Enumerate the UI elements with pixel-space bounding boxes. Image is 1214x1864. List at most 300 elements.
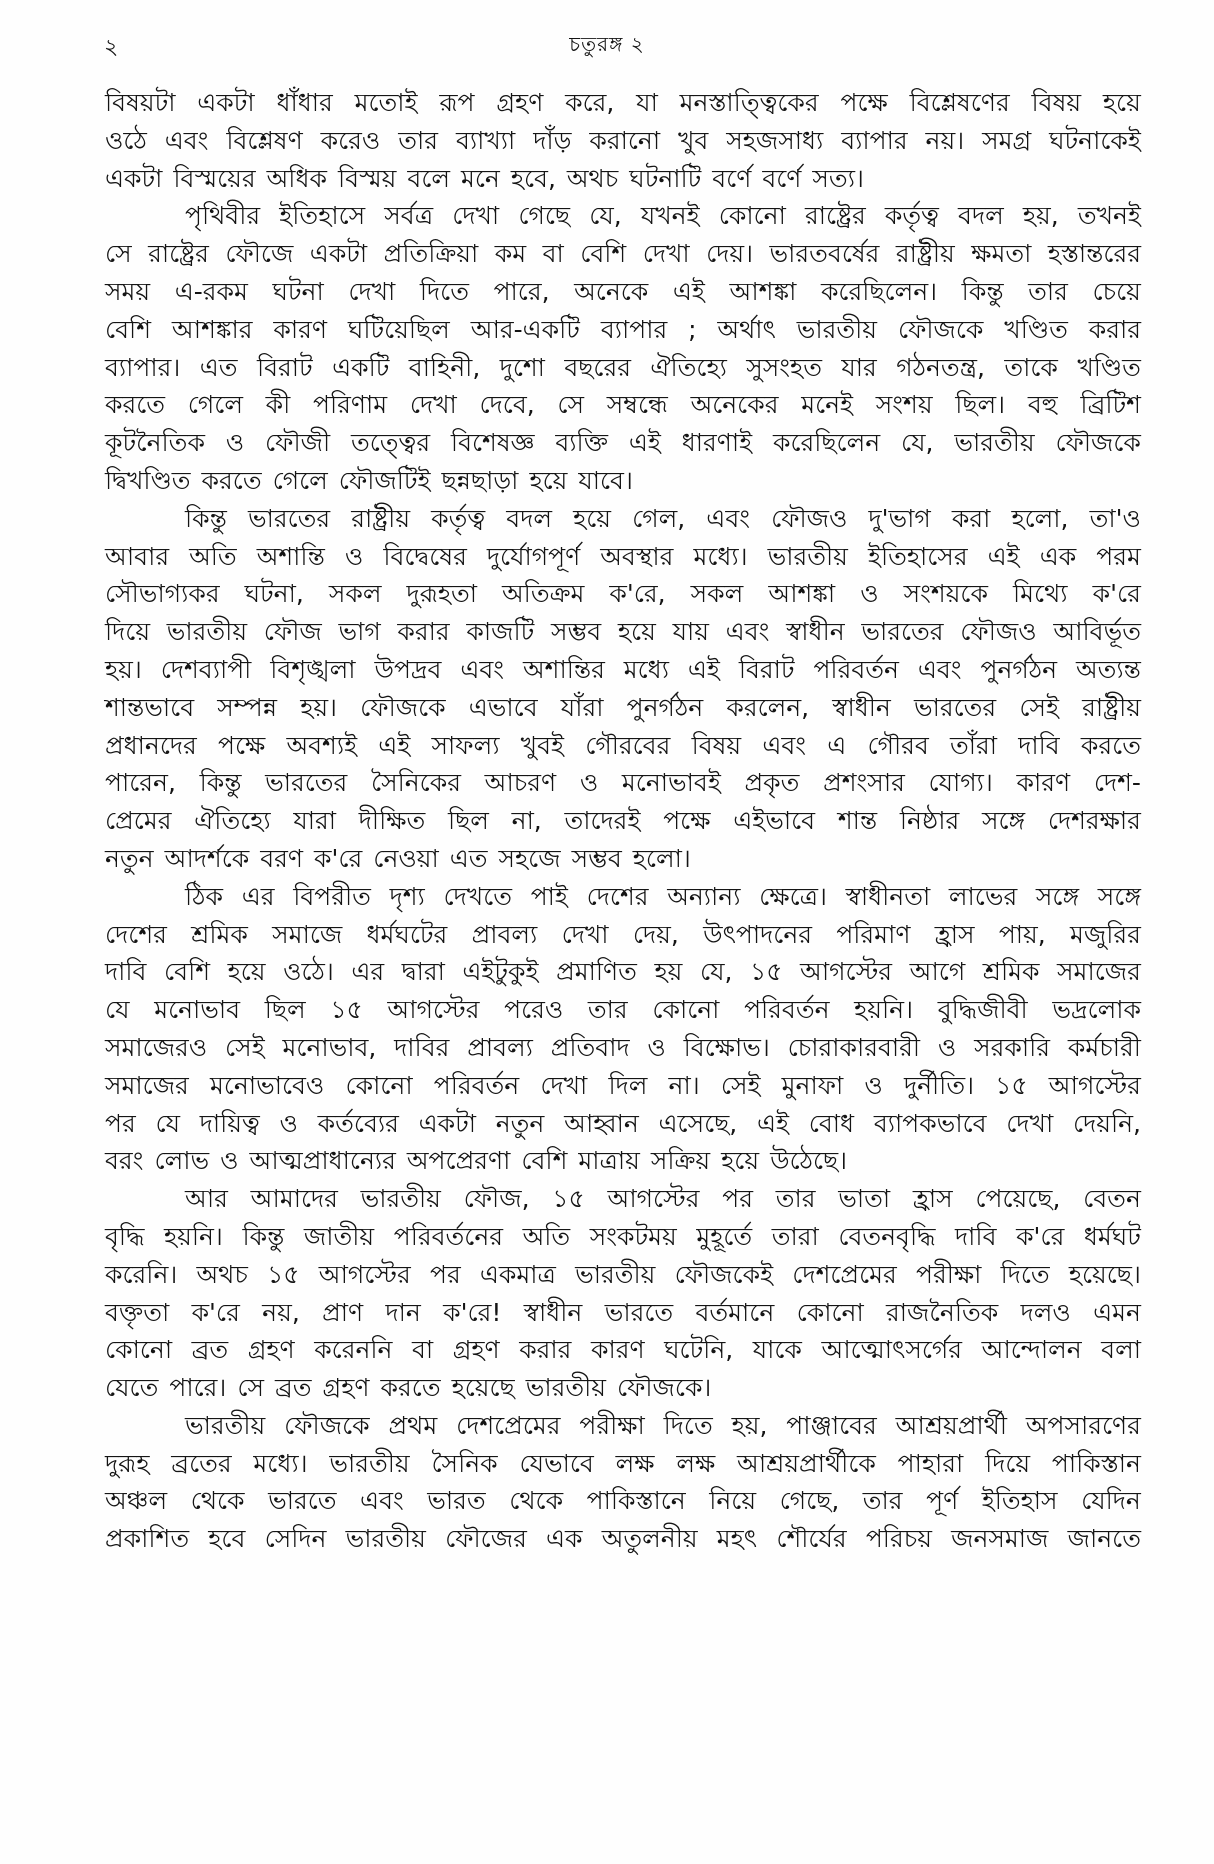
- word: ব্যক্তি: [555, 428, 608, 458]
- word: স্বাধীন: [832, 692, 891, 722]
- word: করতে: [380, 1373, 441, 1403]
- word: আশঙ্কার: [171, 314, 253, 344]
- word: বিষয়টা: [105, 88, 176, 117]
- word: কূটনৈতিক: [105, 428, 205, 458]
- word: পর: [722, 1184, 753, 1214]
- word: বরণ: [260, 843, 304, 873]
- text-line: [105, 613, 1141, 651]
- word: হয়।: [105, 654, 142, 684]
- word: দাঁড়: [533, 125, 572, 155]
- text-line: [105, 1482, 1141, 1520]
- word: ভারতের: [861, 617, 944, 647]
- word: এ-রকম: [174, 276, 248, 306]
- text-line: [105, 1256, 1141, 1294]
- text-line: [105, 1180, 1141, 1218]
- word: করা: [951, 503, 991, 533]
- word: তাকে: [1004, 352, 1058, 382]
- word: ক'রে: [314, 843, 363, 873]
- word: দুর্নীতি।: [903, 1070, 975, 1100]
- word: এইভাবে: [733, 806, 816, 836]
- word: ফৌজও: [960, 617, 1037, 647]
- word: ফৌজও: [771, 503, 848, 533]
- word: গেছে: [518, 201, 571, 231]
- word: হয়।: [300, 692, 337, 722]
- word: সর্বত্র: [384, 201, 434, 231]
- word: দিয়ে: [105, 617, 151, 647]
- word: মুহূর্তে: [696, 1221, 753, 1251]
- word: হয়নি।: [854, 995, 914, 1025]
- word: কোনো: [345, 1070, 413, 1100]
- text-line: [105, 1407, 1141, 1445]
- word: হয়: [654, 957, 683, 987]
- word: অথচ: [566, 163, 619, 193]
- word: গেছে,: [779, 1486, 840, 1516]
- word: তার: [862, 1486, 903, 1516]
- word: গেলে: [187, 390, 243, 420]
- word: তার: [775, 1184, 816, 1214]
- word: তাদেরই: [564, 806, 641, 836]
- word: পরেও: [504, 995, 564, 1025]
- word: নয়,: [262, 1297, 300, 1327]
- paragraph: [105, 197, 1141, 499]
- word: ও: [937, 1032, 957, 1062]
- word: পূর্ণ: [926, 1486, 959, 1516]
- word: নয়।: [925, 125, 965, 155]
- word: ধাঁধার: [276, 88, 333, 117]
- word: সকল: [690, 579, 744, 609]
- word: রাষ্ট্রীয়: [895, 239, 955, 269]
- text-line: [105, 462, 1141, 500]
- word: ব্যাপার: [600, 314, 668, 344]
- word: প্রাবল্য: [467, 1032, 533, 1062]
- word: এত: [199, 352, 238, 382]
- word: বিশ্লেষণ: [226, 125, 303, 155]
- word: সঙ্গে: [981, 806, 1026, 836]
- word: গঠনতন্ত্র,: [896, 352, 985, 382]
- word: ভারতীয়: [954, 428, 1035, 458]
- word: ও: [647, 1032, 666, 1062]
- word: এর: [241, 881, 275, 911]
- word: মনোভাব: [154, 995, 241, 1025]
- word: বদল: [958, 201, 1004, 231]
- word: দুশো: [499, 352, 545, 382]
- word: এবং: [360, 1486, 404, 1516]
- word: ফৌজের: [445, 1524, 527, 1554]
- word: যেদিন: [1081, 1486, 1141, 1516]
- word: হয়ে: [617, 617, 656, 647]
- word: পাকিস্তান: [1051, 1448, 1141, 1478]
- word: ভারতীয়: [767, 541, 848, 571]
- word: আগস্টের: [387, 995, 480, 1025]
- word: হয়েছে: [451, 1373, 515, 1403]
- word: ১৫: [552, 1184, 585, 1214]
- word: সে: [237, 1373, 264, 1403]
- word: বছরের: [564, 352, 631, 382]
- word: কিন্তু: [199, 768, 242, 798]
- text-line: [105, 802, 1141, 840]
- word: পাকিস্তানে: [586, 1486, 686, 1516]
- word: এই: [756, 1108, 790, 1138]
- word: সকল: [328, 579, 382, 609]
- word: করতে: [201, 465, 262, 495]
- word: দিতে: [663, 1410, 713, 1440]
- word: ;: [688, 314, 697, 344]
- word: ভারত: [427, 1486, 486, 1516]
- word: রাষ্ট্রীয়: [351, 503, 411, 533]
- word: সরকারি: [974, 1032, 1051, 1062]
- word: জাতীয়: [303, 1221, 375, 1251]
- word: একটা: [105, 163, 163, 193]
- text-line: [105, 1369, 1141, 1407]
- word: উঠেছে।: [770, 1146, 848, 1176]
- word: আহ্বান: [564, 1108, 639, 1138]
- word: কোনো: [796, 1297, 864, 1327]
- word: ভারতে: [268, 1486, 337, 1516]
- word: ওঠে: [105, 125, 147, 155]
- text-line: [105, 160, 1141, 198]
- word: অতিক্রম: [502, 579, 585, 609]
- word: দেখা: [1006, 1108, 1054, 1138]
- word: দেয়,: [632, 919, 679, 949]
- word: ভারতে: [604, 1297, 674, 1327]
- word: আদর্শকে: [164, 843, 250, 873]
- word: ও: [225, 428, 245, 458]
- word: এক: [1039, 541, 1077, 571]
- word: বিরাট: [738, 654, 795, 684]
- word: অতুলনীয়: [601, 1524, 698, 1554]
- text-line: [105, 84, 1141, 122]
- word: দুরূহ: [105, 1448, 150, 1478]
- word: কোনো: [718, 201, 786, 231]
- text-line: [105, 1294, 1141, 1332]
- text-line: [105, 1445, 1141, 1483]
- word: সমাজে: [272, 919, 343, 949]
- word: অঞ্চল: [105, 1486, 168, 1516]
- word: ও: [579, 768, 599, 798]
- word: ফৌজী: [265, 428, 331, 458]
- word: ভারতীয়: [166, 617, 248, 647]
- word: এই: [672, 276, 705, 306]
- word: বলা: [1101, 1335, 1141, 1365]
- text-line: [105, 311, 1141, 349]
- word: ১৫: [330, 995, 363, 1025]
- text-line: [105, 1331, 1141, 1369]
- word: ভারতীয়: [360, 1184, 441, 1214]
- word: এইটুকুই: [462, 957, 539, 987]
- word: হয়নি।: [163, 1221, 223, 1251]
- word: অধিক: [266, 163, 327, 193]
- word: বিষয়: [1031, 88, 1082, 117]
- word: দেখা: [642, 239, 690, 269]
- word: সেই: [1019, 692, 1060, 722]
- word: আগে: [909, 957, 966, 987]
- word: জানতে: [1067, 1524, 1141, 1554]
- word: দাবির: [394, 1032, 450, 1062]
- word: বর্তমানে: [695, 1297, 775, 1327]
- word: বিরাট: [256, 352, 313, 382]
- word: দেখা: [409, 390, 457, 420]
- word: জনসমাজ: [951, 1524, 1049, 1554]
- word: গৌরব: [867, 730, 929, 760]
- word: এমন: [1093, 1297, 1141, 1327]
- word: দেয়নি,: [1072, 1108, 1141, 1138]
- word: সম্পন্ন: [217, 692, 278, 722]
- word: রাষ্ট্রীয়: [1082, 692, 1141, 722]
- word: অবশ্যই: [286, 730, 358, 760]
- word: কাজটি: [466, 617, 535, 647]
- word: দেশের: [586, 881, 649, 911]
- word: মনোভাবেও: [209, 1070, 325, 1100]
- word: সংকটময়: [589, 1221, 677, 1251]
- word: সংশয়কে: [903, 579, 988, 609]
- word: ফৌজে: [225, 239, 294, 269]
- word: খণ্ডিত: [1004, 314, 1068, 344]
- word: মনোভাব,: [282, 1032, 377, 1062]
- word: দ্বারা: [401, 957, 445, 987]
- word: কোনো: [652, 995, 720, 1025]
- text-line: [105, 575, 1141, 613]
- word: পরিমাণ: [836, 919, 911, 949]
- word: কর্তৃত্ব: [884, 201, 939, 231]
- word: হ্রাস: [934, 919, 975, 949]
- word: ক্ষমতা: [971, 239, 1032, 269]
- word: ক'রে!: [443, 1297, 502, 1327]
- word: ক'রে: [1092, 579, 1141, 609]
- word: দিতে: [419, 276, 469, 306]
- text-line: [105, 840, 1141, 878]
- word: সঙ্গে: [1035, 881, 1080, 911]
- word: যোগ্য।: [928, 768, 993, 798]
- word: এই: [378, 730, 411, 760]
- word: স্বাধীন: [786, 617, 845, 647]
- word: এবং: [762, 730, 807, 760]
- word: অশান্তি: [256, 541, 325, 571]
- word: দীক্ষিত: [358, 806, 426, 836]
- word: দেশ-: [1093, 768, 1141, 798]
- word: মনোভাবই: [621, 768, 721, 798]
- word: বিদ্বেষের: [383, 541, 467, 571]
- word: পর: [105, 1108, 136, 1138]
- word: সেদিন: [264, 1524, 327, 1554]
- word: করেছিলেন: [772, 428, 881, 458]
- word: অশান্তির: [523, 654, 605, 684]
- word: দেখা: [540, 1070, 588, 1100]
- word: নিয়ে: [709, 1486, 757, 1516]
- word: কারণ: [1016, 768, 1071, 798]
- text-line: [105, 235, 1141, 273]
- word: পক্ষে: [663, 806, 711, 836]
- word: বুদ্ধিজীবী: [937, 995, 1028, 1025]
- word: সঙ্গে: [1097, 881, 1141, 911]
- word: যে: [105, 995, 130, 1025]
- word: আত্মপ্রাধান্যের: [249, 1146, 396, 1176]
- word: এবং: [725, 617, 770, 647]
- word: যখনই: [640, 201, 700, 231]
- word: কিন্তু: [185, 503, 227, 533]
- word: বেতনবৃদ্ধি: [838, 1221, 936, 1251]
- word: ব্রত: [191, 1335, 229, 1365]
- word: এত: [449, 843, 488, 873]
- word: মহৎ: [716, 1524, 758, 1554]
- word: হয়,: [731, 1410, 768, 1440]
- word: বিষয়: [691, 730, 742, 760]
- word: চোরাকারবারী: [787, 1032, 921, 1062]
- word: আর-একটি: [470, 314, 580, 344]
- word: ভারতীয়: [525, 1373, 606, 1403]
- word: সহজে: [498, 843, 561, 873]
- word: এভাবে: [468, 692, 538, 722]
- word: আর: [185, 1184, 228, 1214]
- word: অর্থাৎ: [717, 314, 776, 344]
- word: ও: [220, 1146, 239, 1176]
- word: সত্য।: [812, 163, 864, 193]
- word: পরিণাম: [313, 390, 388, 420]
- word: এবং: [706, 503, 750, 533]
- word: একটা: [309, 239, 368, 269]
- word: দিয়ে: [985, 1448, 1031, 1478]
- page-number: ২: [104, 35, 119, 60]
- word: অতি: [189, 541, 237, 571]
- word: ভারতের: [914, 692, 997, 722]
- word: সম্ভব: [571, 843, 622, 873]
- word: পরিবর্তন: [744, 995, 830, 1025]
- word: ১৫: [750, 957, 783, 987]
- word: দেখা: [561, 919, 609, 949]
- word: যায়: [672, 617, 709, 647]
- word: করেনি।: [105, 1259, 178, 1289]
- word: উপদ্রব: [374, 654, 442, 684]
- paragraph: [105, 500, 1141, 878]
- word: ঘটেনি,: [664, 1335, 734, 1365]
- text-line: [105, 916, 1141, 954]
- word: বহু: [1027, 390, 1058, 420]
- word: ফৌজকে: [284, 1410, 370, 1440]
- word: পক্ষে: [217, 730, 266, 760]
- word: বাহিনী,: [408, 352, 481, 382]
- word: একটা: [197, 88, 255, 117]
- word: দেশরক্ষার: [1047, 806, 1141, 836]
- word: ওঠে।: [283, 957, 334, 987]
- text-line: [105, 1105, 1141, 1143]
- word: বদল: [506, 503, 552, 533]
- word: হবে: [208, 1524, 246, 1554]
- word: ভারতের: [265, 768, 348, 798]
- text-line: [105, 764, 1141, 802]
- word: তত্ত্বের: [350, 428, 431, 458]
- text-line: [105, 689, 1141, 727]
- word: রাষ্ট্রের: [804, 201, 866, 231]
- word: প্রকৃত: [744, 768, 800, 798]
- word: পর: [429, 1259, 461, 1289]
- word: দাবি: [955, 1221, 997, 1251]
- word: এর: [351, 957, 385, 987]
- word: আমাদের: [250, 1184, 338, 1214]
- text-line: [105, 651, 1141, 689]
- word: অপসারণের: [1025, 1410, 1141, 1440]
- text-line: [105, 538, 1141, 576]
- word: ধর্মঘট: [1083, 1221, 1141, 1251]
- text-line: [105, 1029, 1141, 1067]
- word: ভাতা: [838, 1184, 891, 1214]
- word: ভারতীয়: [329, 1448, 410, 1478]
- word: ভদ্রলোক: [1052, 995, 1141, 1025]
- word: সমাজেরও: [105, 1032, 208, 1062]
- word: গেল,: [632, 503, 686, 533]
- word: শান্তভাবে: [105, 692, 195, 722]
- word: দিল: [608, 1070, 648, 1100]
- word: পাহারা: [897, 1448, 964, 1478]
- word: পারে।: [169, 1373, 227, 1403]
- word: প্রমাণিত: [556, 957, 637, 987]
- word: দান: [385, 1297, 421, 1327]
- word: বিস্ময়ের: [173, 163, 256, 193]
- word: এবং: [164, 125, 209, 155]
- text-line: [105, 1142, 1141, 1180]
- word: সুসংহত: [746, 352, 822, 382]
- word: সম্ভব: [551, 617, 602, 647]
- word: নতুন: [495, 1108, 545, 1138]
- word: পুনর্গঠন: [626, 692, 704, 722]
- word: যা: [636, 88, 658, 117]
- word: শৌর্যের: [776, 1524, 847, 1554]
- word: দু'ভাগ: [868, 503, 931, 533]
- word: দেশের: [105, 919, 167, 949]
- word: লক্ষ: [615, 1448, 655, 1478]
- word: আশঙ্কা: [768, 579, 836, 609]
- word: বেশি: [105, 314, 152, 344]
- word: মধ্যে।: [253, 1448, 308, 1478]
- word: ও: [279, 1108, 298, 1138]
- word: ফৌজ: [263, 617, 322, 647]
- word: যে,: [589, 201, 622, 231]
- word: কিন্তু: [242, 1221, 285, 1251]
- paragraph: [105, 1180, 1141, 1407]
- word: তার: [587, 995, 628, 1025]
- word: নিষ্ঠার: [899, 806, 960, 836]
- word: স্বাধীন: [523, 1297, 583, 1327]
- word: হয়ে: [721, 1146, 760, 1176]
- word: অন্যান্য: [667, 881, 741, 911]
- word: ক'রে,: [609, 579, 666, 609]
- word: ব্যাপকভাবে: [873, 1108, 987, 1138]
- word: রাষ্ট্রের: [148, 239, 209, 269]
- word: ছিল: [264, 995, 306, 1025]
- word: বেশি: [164, 957, 211, 987]
- word: প্রথম: [388, 1410, 438, 1440]
- word: পরিবর্তন: [813, 654, 899, 684]
- word: রাজনৈতিক: [886, 1297, 999, 1327]
- word: বৃদ্ধি: [105, 1221, 145, 1251]
- word: আশঙ্কা: [729, 276, 797, 306]
- word: সমাজের: [105, 1070, 189, 1100]
- word: কর্তব্যের: [317, 1108, 399, 1138]
- word: করতে: [105, 390, 166, 420]
- word: সময়: [105, 276, 151, 306]
- word: খণ্ডিত: [1077, 352, 1141, 382]
- word: ভারতীয়: [345, 1524, 426, 1554]
- word: লক্ষ: [676, 1448, 716, 1478]
- word: শ্রমিক: [191, 919, 248, 949]
- word: ঘটিয়েছিল: [347, 314, 450, 344]
- word: দাবি: [1018, 730, 1060, 760]
- word: অথচ: [196, 1259, 248, 1289]
- word: সেই: [720, 1070, 761, 1100]
- word: আগস্টের: [318, 1259, 411, 1289]
- word: গ্রহণ: [247, 1335, 295, 1365]
- word: দেশপ্রেমের: [456, 1410, 561, 1440]
- word: একটি: [332, 352, 390, 382]
- word: করতে: [1080, 730, 1141, 760]
